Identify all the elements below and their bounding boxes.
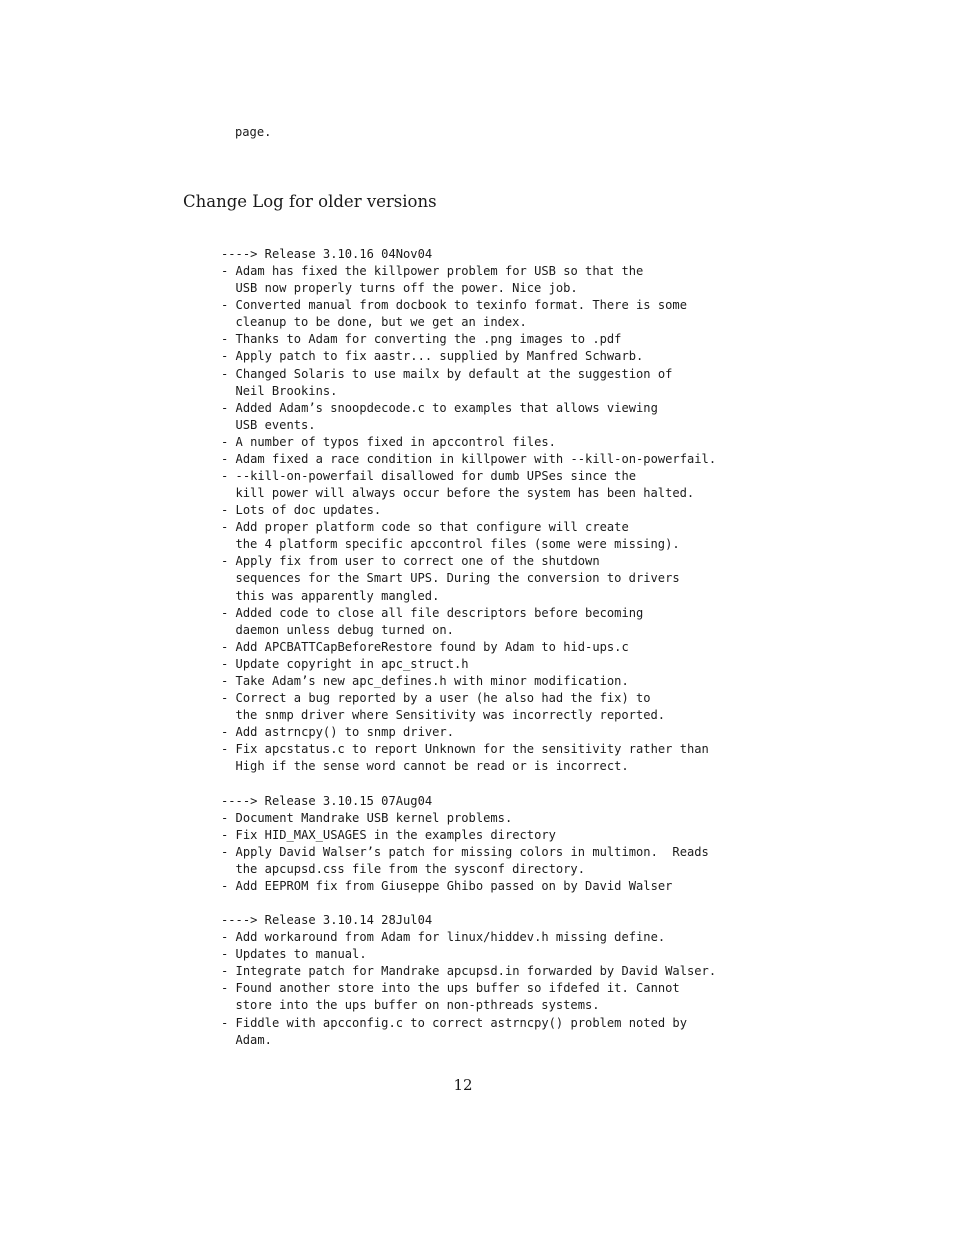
release-block <box>221 246 921 775</box>
changelog-entry: - Add APCBATTCapBeforeRestore found by Adam to hid-ups.c <box>221 639 629 654</box>
changelog-entry: - Document Mandrake USB kernel problems. <box>221 810 513 825</box>
changelog-entry-continuation: Neil Brookins. <box>235 383 338 398</box>
release-block <box>221 912 921 1049</box>
release-header: ----> Release 3.10.15 07Aug04 <box>221 793 433 808</box>
changelog-entry-continuation: sequences for the Smart UPS. During the conversion to drivers <box>235 571 680 586</box>
release-header: ----> Release 3.10.14 28Jul04 <box>221 913 433 928</box>
changelog-entry: - Add workaround from Adam for linux/hiddev.h missing define. <box>221 930 666 945</box>
changelog-entry: - Add EEPROM fix from Giuseppe Ghibo passed on by David Walser <box>221 878 673 893</box>
changelog-entry-continuation: the snmp driver where Sensitivity was incorrectly reported. <box>235 708 666 723</box>
changelog-entry-continuation: store into the ups buffer on non-pthreads systems. <box>235 998 600 1013</box>
changelog-entry: - Apply David Walser’s patch for missing colors in multimon. Reads <box>221 844 709 859</box>
changelog-entry: - Lots of doc updates. <box>221 503 382 518</box>
changelog-entry-continuation: the 4 platform specific apccontrol files (some were missing). <box>235 537 680 552</box>
changelog-entry: - Add astrncpy() to snmp driver. <box>221 725 454 740</box>
changelog-entry-continuation: USB now properly turns off the power. Nice job. <box>235 281 578 296</box>
release-header: ----> Release 3.10.16 04Nov04 <box>221 247 433 261</box>
release-block <box>221 793 921 895</box>
changelog-entry-continuation: daemon unless debug turned on. <box>235 622 454 637</box>
changelog-entry: - Converted manual from docbook to texinfo format. There is some <box>221 298 687 313</box>
changelog-entry: - Fix apcstatus.c to report Unknown for the sensitivity rather than <box>221 742 709 757</box>
changelog-entry-continuation: kill power will always occur before the system has been halted. <box>235 486 695 501</box>
changelog-entry-continuation: Adam. <box>235 1032 272 1047</box>
changelog-entry-continuation: High if the sense word cannot be read or is incorrect. <box>235 759 629 774</box>
changelog-entry-continuation: USB events. <box>235 417 316 432</box>
changelog-entry-continuation: this was apparently mangled. <box>235 588 440 603</box>
changelog-entry: - Apply fix from user to correct one of the shutdown <box>221 554 600 569</box>
changelog-entry: - Integrate patch for Mandrake apcupsd.in forwarded by David Walser. <box>221 964 717 979</box>
changelog-entry: - Add proper platform code so that configure will create <box>221 520 629 535</box>
changelog-entry: - Fiddle with apcconfig.c to correct astrncpy() problem noted by <box>221 1015 687 1030</box>
changelog-entry: - Adam has fixed the killpower problem for USB so that the <box>221 264 644 279</box>
changelog-entry: - --kill-on-powerfail disallowed for dumb UPSes since the <box>221 469 637 484</box>
changelog-entry: - Correct a bug reported by a user (he also had the fix) to <box>221 691 651 706</box>
changelog-entry: - Take Adam’s new apc_defines.h with minor modification. <box>221 673 629 688</box>
changelog-entry: - Fix HID_MAX_USAGES in the examples directory <box>221 827 556 842</box>
changelog-entry: - Added code to close all file descriptors before becoming <box>221 605 644 620</box>
changelog-entry: - Added Adam’s snoopdecode.c to examples that allows viewing <box>221 400 658 415</box>
changelog-entry-continuation: cleanup to be done, but we get an index. <box>235 315 527 330</box>
changelog-entry: - Adam fixed a race condition in killpower with --kill-on-powerfail. <box>221 451 717 466</box>
page-number: 12 <box>453 1076 473 1094</box>
changelog-entry: - Updates to manual. <box>221 947 367 962</box>
changelog-entry: - A number of typos fixed in apccontrol files. <box>221 434 556 449</box>
changelog-entry: - Changed Solaris to use mailx by default at the suggestion of <box>221 366 673 381</box>
section-title: Change Log for older versions <box>183 192 437 211</box>
changelog-entry: - Thanks to Adam for converting the .png images to .pdf <box>221 332 622 347</box>
changelog-entry: - Found another store into the ups buffer so ifdefed it. Cannot <box>221 981 680 996</box>
continuation-text: page. <box>235 125 272 139</box>
changelog-entry-continuation: the apcupsd.css file from the sysconf directory. <box>235 861 585 876</box>
changelog-entry: - Update copyright in apc_struct.h <box>221 656 469 671</box>
changelog <box>221 246 921 1066</box>
changelog-entry: - Apply patch to fix aastr... supplied by Manfred Schwarb. <box>221 349 644 364</box>
